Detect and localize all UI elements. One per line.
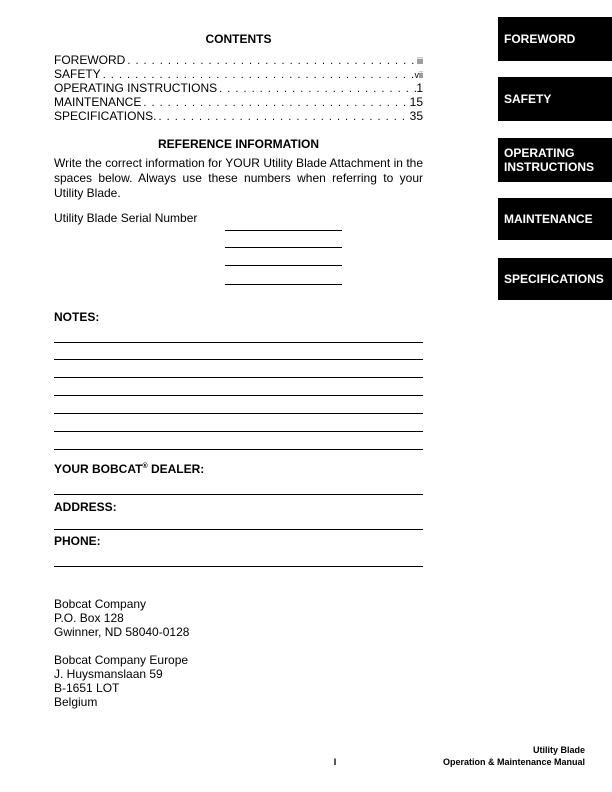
notes-line[interactable]: [54, 413, 423, 414]
toc-entry-label: FOREWORD: [54, 53, 126, 67]
notes-line[interactable]: [54, 377, 423, 378]
toc-entry-page: iii: [417, 56, 423, 66]
page-number: I: [333, 757, 337, 767]
company-us-line1: P.O. Box 128: [54, 611, 124, 625]
footer-doc-title: [443, 744, 585, 768]
company-eu-line2: B-1651 LOT: [54, 681, 120, 695]
dealer-line[interactable]: [54, 494, 423, 495]
reference-title: REFERENCE INFORMATION: [157, 137, 320, 151]
company-eu-line3: Belgium: [54, 695, 98, 709]
company-us-name: Bobcat Company: [54, 597, 147, 611]
notes-label: NOTES:: [54, 310, 100, 324]
address-line[interactable]: [54, 529, 423, 530]
toc-leader-dots: [217, 82, 416, 96]
toc-entry-label: SAFETY: [54, 67, 101, 81]
registered-mark: ®: [142, 463, 148, 470]
serial-number-label: Utility Blade Serial Number: [54, 211, 198, 225]
notes-line[interactable]: [54, 342, 423, 343]
company-us-line2: Gwinner, ND 58040-0128: [54, 625, 190, 639]
tab-maintenance[interactable]: MAINTENANCE: [498, 198, 612, 240]
toc-entry-page: 15: [409, 95, 423, 109]
reference-instructions: Write the correct information for YOUR Utility Blade Attachment in the spaces below. Always use these numbers when referring to your Utility Blade.: [54, 156, 423, 200]
notes-line[interactable]: [54, 431, 423, 432]
contents-title: CONTENTS: [205, 32, 272, 46]
toc-entry-label: SPECIFICATIONS.: [54, 109, 157, 123]
tab-operating-instructions[interactable]: OPERATING INSTRUCTIONS: [498, 138, 612, 182]
toc-entry-page: vii: [414, 70, 423, 80]
company-us-address: [54, 597, 189, 639]
tab-foreword[interactable]: FOREWORD: [498, 17, 612, 61]
phone-label: PHONE:: [54, 534, 101, 548]
serial-number-line[interactable]: [225, 284, 342, 285]
serial-number-line[interactable]: [225, 247, 342, 248]
toc-entry-specifications[interactable]: [54, 109, 423, 123]
toc-entry-label: OPERATING INSTRUCTIONS: [54, 81, 218, 95]
dealer-label: [54, 462, 204, 476]
tab-specifications[interactable]: SPECIFICATIONS: [498, 258, 612, 300]
toc-entry-page: 1: [416, 81, 423, 95]
phone-line[interactable]: [54, 566, 423, 567]
toc-entry-maintenance[interactable]: [54, 95, 423, 109]
notes-line[interactable]: [54, 359, 423, 360]
company-eu-line1: J. Huysmanslaan 59: [54, 667, 163, 681]
table-of-contents: [54, 53, 423, 123]
notes-line[interactable]: [54, 395, 423, 396]
toc-leader-dots: [101, 68, 415, 82]
toc-entry-foreword[interactable]: [54, 53, 423, 67]
company-eu-name: Bobcat Company Europe: [54, 653, 189, 667]
footer-doc-name: Utility Blade: [532, 745, 585, 755]
dealer-label-suffix: DEALER:: [147, 462, 205, 476]
toc-entry-safety[interactable]: [54, 67, 423, 81]
dealer-label-text: YOUR BOBCAT: [54, 462, 143, 476]
notes-line[interactable]: [54, 449, 423, 450]
toc-leader-dots: [125, 54, 417, 68]
serial-number-line[interactable]: [225, 265, 342, 266]
company-eu-address: [54, 653, 188, 709]
toc-leader-dots: [141, 96, 409, 110]
toc-leader-dots: [156, 110, 409, 124]
address-label: ADDRESS:: [54, 500, 117, 514]
toc-entry-operating-instructions[interactable]: [54, 81, 423, 95]
serial-number-line[interactable]: [225, 230, 342, 231]
footer-doc-subtitle: Operation & Maintenance Manual: [442, 757, 585, 767]
toc-entry-label: MAINTENANCE: [54, 95, 142, 109]
tab-safety[interactable]: SAFETY: [498, 77, 612, 121]
toc-entry-page: 35: [409, 109, 423, 123]
